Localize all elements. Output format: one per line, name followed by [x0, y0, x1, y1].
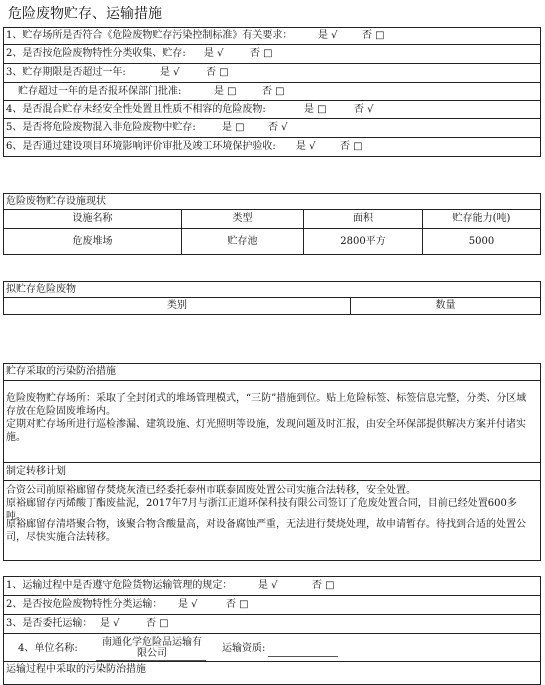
- requirement-yes: 是 □: [304, 104, 327, 115]
- requirement-question: 1、贮存场所是否符合《危险废物贮存污染控制标准》有关要求：: [6, 30, 293, 41]
- transport-question: 2、是否按危险废物特性分类运输：: [6, 599, 163, 610]
- facility-area-cell: 2800平方: [340, 236, 386, 247]
- facilities-header-type: 类型: [232, 213, 253, 224]
- requirement-yes: 是 √: [296, 141, 316, 152]
- requirement-question: 2、是否按危险废物特性分类收集、贮存:: [6, 48, 186, 59]
- facilities-header-area: 面积: [353, 213, 373, 224]
- measures-text: 危险废物贮存场所：采取了全封闭式的堆场管理模式，“三防”措施到位。贴上危险标签、标签信息完整，分类、分区域存放在危险固废堆场内。 定期对贮存场所进行巡检渗漏、建筑设施、灯光照明等设施，发现问题及时汇报，由安全环保部提供解决方案并付诸实施。: [6, 393, 527, 443]
- requirement-question: 5、是否将危险废物混入非危险废物中贮存:: [6, 122, 196, 133]
- transport-yes: 是 √: [178, 599, 198, 610]
- facilities-header-capacity: 贮存能力(吨): [452, 213, 511, 224]
- requirement-yes: 是 □: [214, 86, 237, 97]
- facilities-header-name: 设施名称: [72, 213, 113, 224]
- requirement-question: 4、是否混合贮存未经安全性处置且性质不相容的危险废物:: [6, 104, 266, 115]
- transport-measures-title: 运输过程中采取的污染防治措施: [6, 664, 146, 675]
- facility-type-cell: 贮存池: [227, 236, 258, 247]
- requirement-yes: 是 √: [204, 48, 224, 59]
- requirement-yes: 是 √: [318, 30, 338, 41]
- requirement-question: 3、贮存期限是否超过一年:: [6, 67, 126, 78]
- transport-yes: 是 √: [258, 580, 278, 591]
- transfer-paragraph: 原裕廊留存丙烯酸丁酯废盐泥，2017年7月与浙江正道环保科技有限公司签订了危废处置合同，目前已经处置600多吨。: [6, 498, 517, 522]
- transfer-paragraph: 合资公司前原裕廊留存焚烧灰渣已经委托泰州市联泰固废处置公司实施合法转移，安全处置。: [6, 485, 416, 496]
- transport-yes: 是 √: [100, 618, 120, 629]
- measures-section-title: 贮存采取的污染防治措施: [6, 366, 116, 377]
- facility-capacity-cell: 5000: [468, 236, 495, 247]
- unit-name-value-line2: 限公司: [137, 648, 167, 659]
- requirement-no: 否 □: [250, 48, 273, 59]
- requirement-question: 贮存超过一年的是否报环保部门批准:: [18, 86, 182, 97]
- transport-no: 否 □: [312, 580, 335, 591]
- transport-question: 1、运输过程中是否遵守危险货物运输管理的规定：: [6, 580, 233, 591]
- requirement-no: 否 √: [268, 122, 288, 133]
- requirement-question: 6、是否通过建设项目环境影响评价审批及竣工环境保护验收:: [6, 141, 276, 152]
- proposed-header-quantity: 数量: [435, 300, 456, 311]
- requirement-yes: 是 □: [222, 122, 245, 133]
- requirement-no: 否 □: [362, 30, 385, 41]
- requirement-no: 否 □: [262, 86, 285, 97]
- unit-name-label: 4、单位名称:: [18, 643, 78, 654]
- requirement-no: 否 □: [206, 67, 229, 78]
- proposed-section-title: 拟贮存危险废物: [6, 284, 76, 295]
- transport-qualification-label: 运输资质:: [222, 643, 266, 654]
- requirement-yes: 是 √: [160, 67, 180, 78]
- facility-name-cell: 危废堆场: [72, 236, 113, 247]
- unit-name-value: 南通化学危险品运输有: [102, 637, 202, 648]
- transfer-section-title: 制定转移计划: [6, 466, 66, 477]
- proposed-header-category: 类别: [167, 300, 187, 311]
- requirement-no: 否 √: [354, 104, 374, 115]
- page-title: 危险废物贮存、运输措施: [8, 6, 162, 22]
- transport-question: 3、是否委托运输：: [6, 618, 93, 629]
- facilities-section-title: 危险废物贮存设施现状: [6, 196, 106, 207]
- transport-no: 否 □: [146, 618, 169, 629]
- requirement-no: 否 □: [340, 141, 363, 152]
- transport-no: 否 □: [226, 599, 249, 610]
- transfer-paragraph: 原裕廊留存清塔聚合物，该聚合物含酸量高，对设备腐蚀严重，无法进行焚烧处理，故申请暂存。待找到合适的处置公司，尽快实施合法转移。: [6, 519, 526, 543]
